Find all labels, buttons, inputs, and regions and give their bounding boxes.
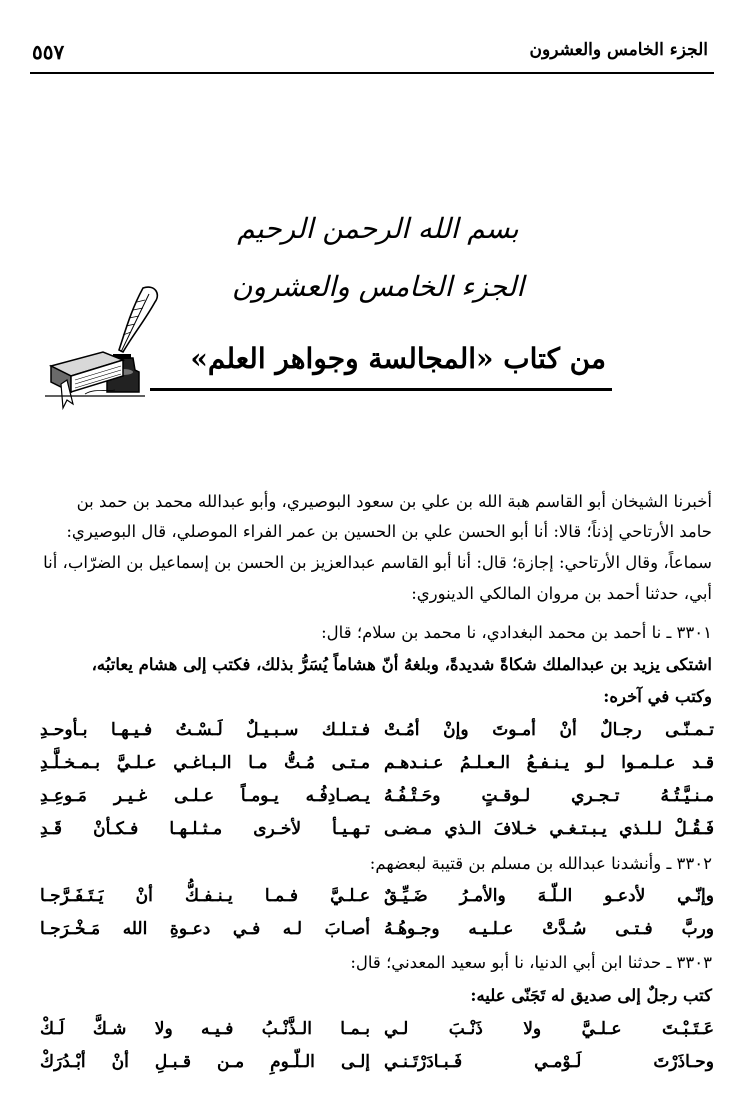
verse-hemistich-right: فَـقُـلْ لـلـذي يـبـتـغـي خـلافَ الـذي مـضـى xyxy=(384,819,714,839)
narration-3303-heading: ٣٣٠٣ ـ حدثنا ابن أبي الدنيا، نا أبو سعيد المعدني؛ قال: xyxy=(350,953,712,972)
verse-hemistich-left: تـهـيـأ لأخـرى مـثـلـهـا فـكـأنْ قَـدِ xyxy=(40,819,370,839)
verse-hemistich-left: يـصـادِفُـه يـومـاً عـلـى غـيـر مَـوعِـدِ xyxy=(40,786,370,806)
verse-hemistich-left: إلـى الـلّـومِ مـن قـبـلِ أنْ أبْـدُرَكْ xyxy=(40,1052,370,1072)
part-title-calligraphy: الجزء الخامس والعشرون xyxy=(231,270,525,303)
narration-3302-heading: ٣٣٠٢ ـ وأنشدنا عبدالله بن مسلم بن قتيبة لبعضهم: xyxy=(369,854,712,873)
narration-3301-heading: ٣٣٠١ ـ نا أحمد بن محمد البغدادي، نا محمد بن سلام؛ قال: xyxy=(321,623,712,642)
verse-hemistich-left: فـتـلـك سـبـيـلٌ لَـسْـتُ فـيـهـا بـأوحـدِ xyxy=(40,720,370,740)
page-number: ٥٥٧ xyxy=(32,40,65,64)
narration-3303-text: كتب رجلٌ إلى صديق له تَجَنّى عليه: xyxy=(470,986,712,1005)
verse-hemistich-right: تـمـنّـى رجـالٌ أنْ أمـوتَ وإنْ أمُـتْ xyxy=(384,720,714,740)
isnad-line: أخبرنا الشيخان أبو القاسم هبة الله بن علي بن سعود البوصيري، وأبو عبدالله محمد بن حمد بن xyxy=(76,492,712,511)
verse-hemistich-right: وإنّـي لأدعـو الـلّـهَ والأمـرُ ضَـيِّـقٌ xyxy=(384,886,714,906)
book-quill-inkwell-illustration xyxy=(45,280,165,414)
isnad-line: سماعاً، وقال الأرتاحي: إجازة؛ قال: أنا أبو القاسم عبدالعزيز بن الحسن بن إسماعيل بن الضرّاب، أنا xyxy=(43,553,712,572)
title-underline xyxy=(150,388,612,391)
header-rule xyxy=(30,72,714,74)
narration-3301-text: اشتكى يزيد بن عبدالملك شكاةً شديدةً، وبلغهُ أنّ هشاماً يُسَرُّ بذلك، فكتب إلى هشام يعاتبُه، xyxy=(91,655,712,674)
isnad-line: أبي، حدثنا أحمد بن مروان المالكي الدينوري: xyxy=(411,584,712,603)
verse-hemistich-left: بـمـا الـذَّنْـبُ فـيـه ولا شـكَّ لَـكْ xyxy=(40,1019,370,1039)
verse-hemistich-right: وحـاذَرْتَ لَـوْمـي فَـبـادَرْتَـنـي xyxy=(384,1052,714,1072)
verse-hemistich-left: أصـابَ لـه فـي دعـوةِ الله مَـخْـرَجـا xyxy=(40,919,370,939)
verse-hemistich-right: عَـتَـبْـتَ عـلـيَّ ولا ذَنْـبَ لـي xyxy=(384,1019,714,1039)
verse-hemistich-left: مـتـى مُـتُّ مـا الـبـاغـي عـلـيَّ بـمـخـلَّـدِ xyxy=(40,753,370,773)
verse-hemistich-right: مـنـيَّـتُـهُ تـجـري لـوقـتٍ وحَـتْـفُـهُ xyxy=(384,786,714,806)
book-title: من كتاب «المجالسة وجواهر العلم» xyxy=(190,342,606,375)
basmala-calligraphy: بسم الله الرحمن الرحيم xyxy=(237,212,519,245)
verse-hemistich-right: قـد عـلـمـوا لـو يـنـفـعُ الـعـلـمُ عـنـدهـم xyxy=(384,753,714,773)
isnad-line: حامد الأرتاحي إذناً؛ قالا: أنا أبو الحسن علي بن الحسين بن عمر الفراء الموصلي، قال البوصيري: xyxy=(66,522,712,541)
verse-hemistich-right: وربَّ فـتـى سُـدَّتْ عـلـيـه وجـوهُـهُ xyxy=(384,919,714,939)
narration-3301-text: وكتب في آخره: xyxy=(603,687,712,706)
verse-hemistich-left: عـلـيَّ فـمـا يـنـفـكُّ أنْ يَـتَـفَـرَّجـا xyxy=(40,886,370,906)
running-header-title: الجزء الخامس والعشرون xyxy=(529,40,708,60)
